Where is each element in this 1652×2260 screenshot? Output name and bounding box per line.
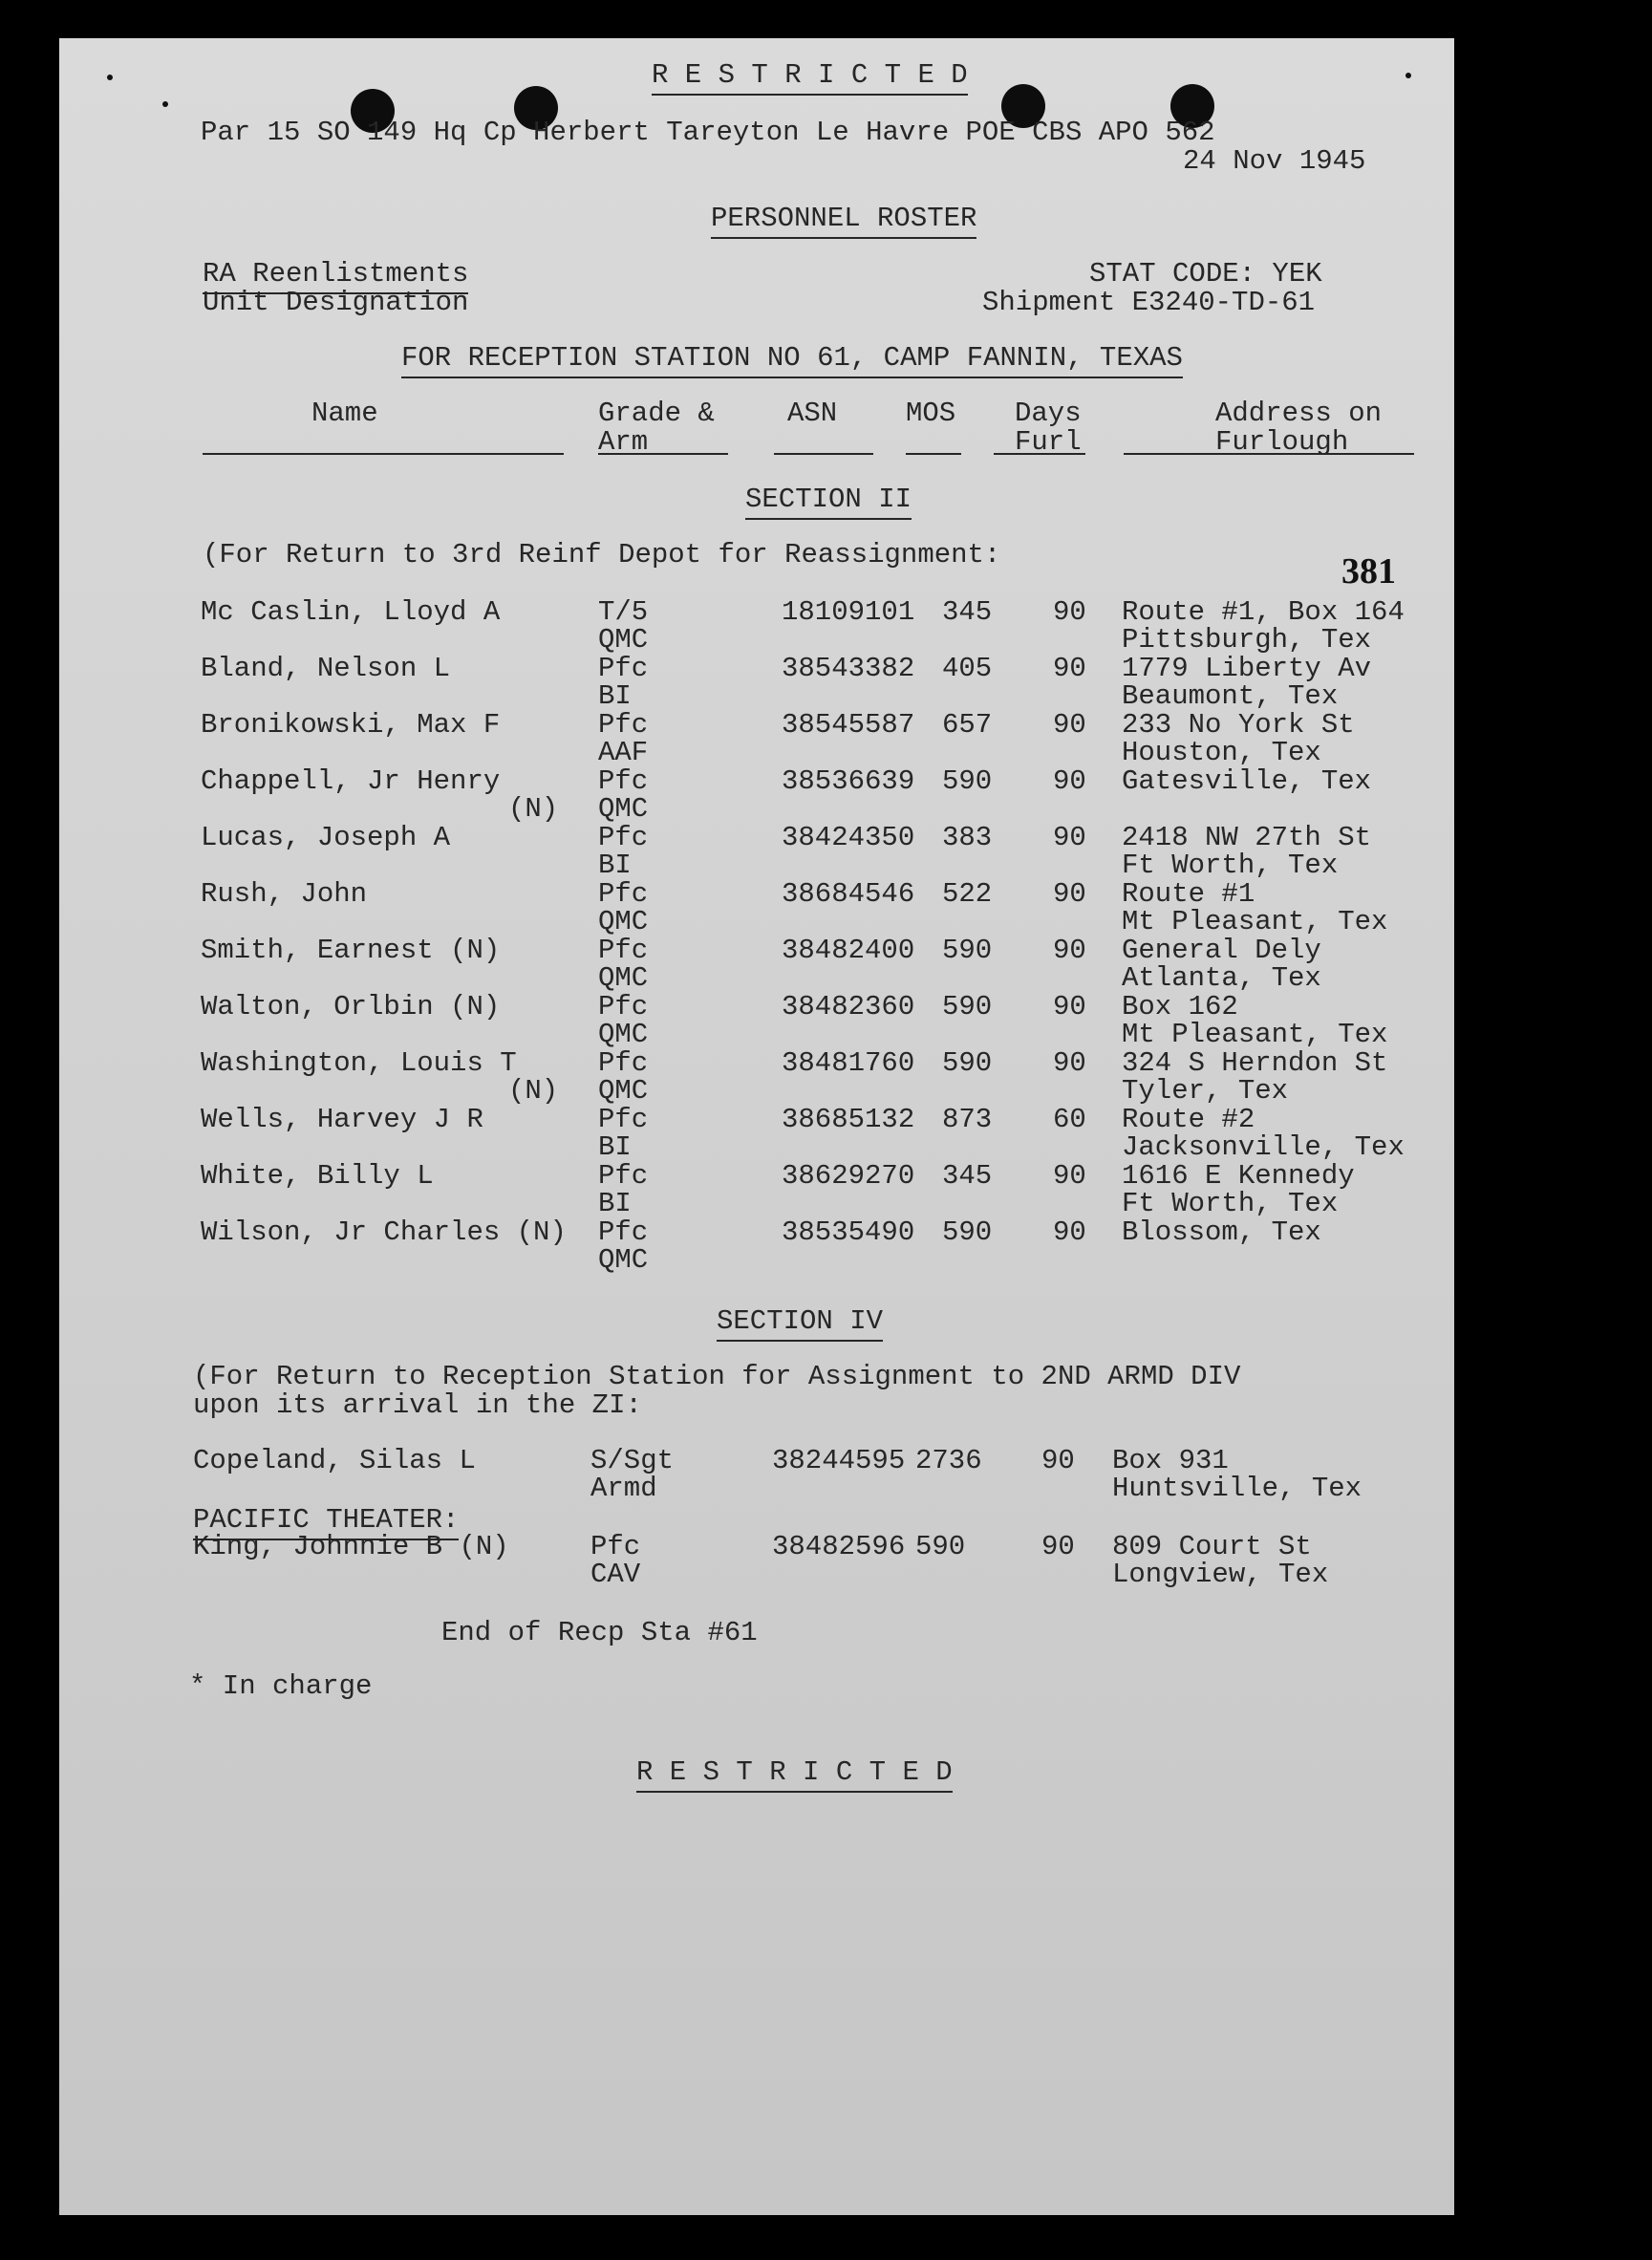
document-page bbox=[59, 38, 1454, 2215]
row-name: Smith, Earnest (N) bbox=[201, 935, 501, 966]
row-address-2: Atlanta, Tex bbox=[1122, 962, 1321, 994]
col-address-2: Furlough bbox=[1215, 426, 1349, 458]
row-address-2: Ft Worth, Tex bbox=[1122, 1188, 1339, 1219]
row-mos: 345 bbox=[942, 1160, 993, 1192]
row-name: Copeland, Silas L bbox=[193, 1445, 476, 1476]
row-address-1: 1616 E Kennedy bbox=[1122, 1160, 1355, 1192]
end-line: End of Recp Sta #61 bbox=[441, 1617, 758, 1648]
row-address-1: Box 931 bbox=[1112, 1445, 1229, 1476]
row-days: 90 bbox=[1053, 653, 1086, 684]
row-asn: 38482596 bbox=[772, 1531, 906, 1562]
rule bbox=[203, 453, 564, 455]
row-asn: 38482400 bbox=[782, 935, 915, 966]
row-mos: 522 bbox=[942, 878, 993, 910]
row-name: Chappell, Jr Henry bbox=[201, 765, 501, 797]
section-ii-title: SECTION II bbox=[745, 485, 912, 513]
col-mos: MOS bbox=[906, 398, 956, 429]
row-name: Bronikowski, Max F bbox=[201, 709, 501, 741]
row-arm: BI bbox=[598, 680, 632, 712]
row-asn: 38543382 bbox=[782, 653, 915, 684]
row-mos: 590 bbox=[942, 1216, 993, 1248]
row-days: 90 bbox=[1053, 596, 1086, 628]
row-arm: Armd bbox=[590, 1473, 657, 1504]
row-arm: CAV bbox=[590, 1559, 641, 1590]
stat-code: STAT CODE: YEK bbox=[1089, 258, 1322, 290]
row-asn: 38685132 bbox=[782, 1104, 915, 1135]
col-name: Name bbox=[311, 398, 378, 429]
row-name: Wells, Harvey J R bbox=[201, 1104, 483, 1135]
speck bbox=[162, 101, 168, 107]
row-address-2: Mt Pleasant, Tex bbox=[1122, 906, 1388, 937]
row-days: 90 bbox=[1053, 991, 1086, 1022]
row-grade: S/Sgt bbox=[590, 1445, 675, 1476]
col-grade-2: Arm bbox=[598, 426, 649, 458]
row-asn: 38424350 bbox=[782, 822, 915, 853]
row-grade: Pfc bbox=[598, 1047, 649, 1079]
shipment: Shipment E3240-TD-61 bbox=[982, 287, 1316, 318]
row-name: White, Billy L bbox=[201, 1160, 434, 1192]
row-address-1: Route #1, Box 164 bbox=[1122, 596, 1405, 628]
row-grade: Pfc bbox=[598, 765, 649, 797]
row-days: 90 bbox=[1053, 878, 1086, 910]
row-mos: 590 bbox=[942, 1047, 993, 1079]
row-address-1: Blossom, Tex bbox=[1122, 1216, 1321, 1248]
row-address-1: 1779 Liberty Av bbox=[1122, 653, 1372, 684]
row-name: Bland, Nelson L bbox=[201, 653, 451, 684]
row-arm: BI bbox=[598, 1188, 632, 1219]
restricted-footer: R E S T R I C T E D bbox=[636, 1758, 953, 1786]
col-asn: ASN bbox=[787, 398, 838, 429]
row-days: 60 bbox=[1053, 1104, 1086, 1135]
row-asn: 38684546 bbox=[782, 878, 915, 910]
row-arm: QMC bbox=[598, 962, 649, 994]
row-name: Lucas, Joseph A bbox=[201, 822, 451, 853]
row-name-suffix: (N) bbox=[508, 1075, 559, 1107]
order-line: Par 15 SO 149 Hq Cp Herbert Tareyton Le Havre POE CBS APO 562 bbox=[201, 117, 1215, 148]
row-address-2: Jacksonville, Tex bbox=[1122, 1131, 1405, 1163]
row-asn: 38545587 bbox=[782, 709, 915, 741]
row-address-1: Box 162 bbox=[1122, 991, 1238, 1022]
speck bbox=[1405, 73, 1411, 78]
row-address-1: 324 S Herndon St bbox=[1122, 1047, 1388, 1079]
row-arm: QMC bbox=[598, 906, 649, 937]
row-address-1: 233 No York St bbox=[1122, 709, 1355, 741]
in-charge-note: * In charge bbox=[189, 1670, 373, 1702]
restricted-header: R E S T R I C T E D bbox=[652, 61, 968, 89]
row-grade: Pfc bbox=[598, 1160, 649, 1192]
row-name-suffix: (N) bbox=[508, 793, 559, 825]
section-iv-note-2: upon its arrival in the ZI: bbox=[193, 1389, 642, 1421]
page-title: PERSONNEL ROSTER bbox=[711, 204, 976, 232]
row-address-1: General Dely bbox=[1122, 935, 1321, 966]
rule bbox=[598, 453, 728, 455]
row-grade: Pfc bbox=[598, 709, 649, 741]
row-asn: 18109101 bbox=[782, 596, 915, 628]
row-asn: 38481760 bbox=[782, 1047, 915, 1079]
row-asn: 38629270 bbox=[782, 1160, 915, 1192]
section-iv-note-1: (For Return to Reception Station for Assignment to 2ND ARMD DIV bbox=[193, 1361, 1241, 1392]
row-address-2: Pittsburgh, Tex bbox=[1122, 624, 1372, 656]
row-mos: 590 bbox=[942, 991, 993, 1022]
row-grade: Pfc bbox=[590, 1531, 641, 1562]
col-grade: Grade & bbox=[598, 398, 715, 429]
col-days: Days bbox=[1015, 398, 1082, 429]
row-address-1: 2418 NW 27th St bbox=[1122, 822, 1372, 853]
rule bbox=[1124, 453, 1414, 455]
section-iv-title: SECTION IV bbox=[717, 1307, 883, 1335]
row-arm: BI bbox=[598, 850, 632, 881]
row-address-1: 809 Court St bbox=[1112, 1531, 1312, 1562]
row-mos: 2736 bbox=[915, 1445, 982, 1476]
row-name: Washington, Louis T bbox=[201, 1047, 517, 1079]
row-mos: 405 bbox=[942, 653, 993, 684]
row-name: Mc Caslin, Lloyd A bbox=[201, 596, 501, 628]
row-grade: Pfc bbox=[598, 1104, 649, 1135]
row-mos: 345 bbox=[942, 596, 993, 628]
row-address-2: Houston, Tex bbox=[1122, 737, 1321, 768]
row-address-2: Mt Pleasant, Tex bbox=[1122, 1019, 1388, 1050]
row-grade: Pfc bbox=[598, 878, 649, 910]
row-days: 90 bbox=[1041, 1531, 1075, 1562]
row-mos: 590 bbox=[942, 765, 993, 797]
row-address-1: Route #1 bbox=[1122, 878, 1255, 910]
row-asn: 38244595 bbox=[772, 1445, 906, 1476]
row-name: Wilson, Jr Charles (N) bbox=[201, 1216, 567, 1248]
page-stamp: 381 bbox=[1341, 551, 1396, 592]
row-grade: T/5 bbox=[598, 596, 649, 628]
rule bbox=[906, 453, 961, 455]
row-arm: AAF bbox=[598, 737, 649, 768]
rule bbox=[774, 453, 873, 455]
row-days: 90 bbox=[1053, 1160, 1086, 1192]
row-mos: 590 bbox=[942, 935, 993, 966]
speck bbox=[107, 75, 113, 80]
row-name: Walton, Orlbin (N) bbox=[201, 991, 501, 1022]
row-days: 90 bbox=[1041, 1445, 1075, 1476]
document-date: 24 Nov 1945 bbox=[1183, 145, 1366, 177]
row-asn: 38482360 bbox=[782, 991, 915, 1022]
row-days: 90 bbox=[1053, 822, 1086, 853]
row-arm: QMC bbox=[598, 1075, 649, 1107]
row-mos: 873 bbox=[942, 1104, 993, 1135]
row-arm: QMC bbox=[598, 793, 649, 825]
row-address-1: Route #2 bbox=[1122, 1104, 1255, 1135]
col-days-2: Furl bbox=[1015, 426, 1082, 458]
row-address-1: Gatesville, Tex bbox=[1122, 765, 1372, 797]
row-days: 90 bbox=[1053, 935, 1086, 966]
col-address: Address on bbox=[1215, 398, 1383, 429]
row-arm: QMC bbox=[598, 1244, 649, 1276]
row-days: 90 bbox=[1053, 1047, 1086, 1079]
row-address-2: Tyler, Tex bbox=[1122, 1075, 1289, 1107]
row-grade: Pfc bbox=[598, 935, 649, 966]
row-asn: 38535490 bbox=[782, 1216, 915, 1248]
reception-line: FOR RECEPTION STATION NO 61, CAMP FANNIN, TEXAS bbox=[401, 344, 1183, 372]
row-arm: QMC bbox=[598, 1019, 649, 1050]
row-grade: Pfc bbox=[598, 1216, 649, 1248]
row-mos: 590 bbox=[915, 1531, 966, 1562]
row-asn: 38536639 bbox=[782, 765, 915, 797]
row-mos: 383 bbox=[942, 822, 993, 853]
row-address-2: Longview, Tex bbox=[1112, 1559, 1329, 1590]
row-address-2: Huntsville, Tex bbox=[1112, 1473, 1362, 1504]
row-address-2: Beaumont, Tex bbox=[1122, 680, 1339, 712]
row-grade: Pfc bbox=[598, 653, 649, 684]
row-arm: QMC bbox=[598, 624, 649, 656]
unit-line-1: RA Reenlistments bbox=[203, 260, 468, 288]
pacific-theater: PACIFIC THEATER: bbox=[193, 1506, 459, 1534]
row-days: 90 bbox=[1053, 709, 1086, 741]
row-name: Rush, John bbox=[201, 878, 368, 910]
row-grade: Pfc bbox=[598, 991, 649, 1022]
row-address-2: Ft Worth, Tex bbox=[1122, 850, 1339, 881]
row-arm: BI bbox=[598, 1131, 632, 1163]
row-name: King, Johnnie B (N) bbox=[193, 1531, 509, 1562]
unit-line-2: Unit Designation bbox=[203, 287, 469, 318]
row-mos: 657 bbox=[942, 709, 993, 741]
row-days: 90 bbox=[1053, 1216, 1086, 1248]
row-days: 90 bbox=[1053, 765, 1086, 797]
rule bbox=[994, 453, 1085, 455]
section-ii-note: (For Return to 3rd Reinf Depot for Reassignment: bbox=[203, 539, 1001, 570]
row-grade: Pfc bbox=[598, 822, 649, 853]
